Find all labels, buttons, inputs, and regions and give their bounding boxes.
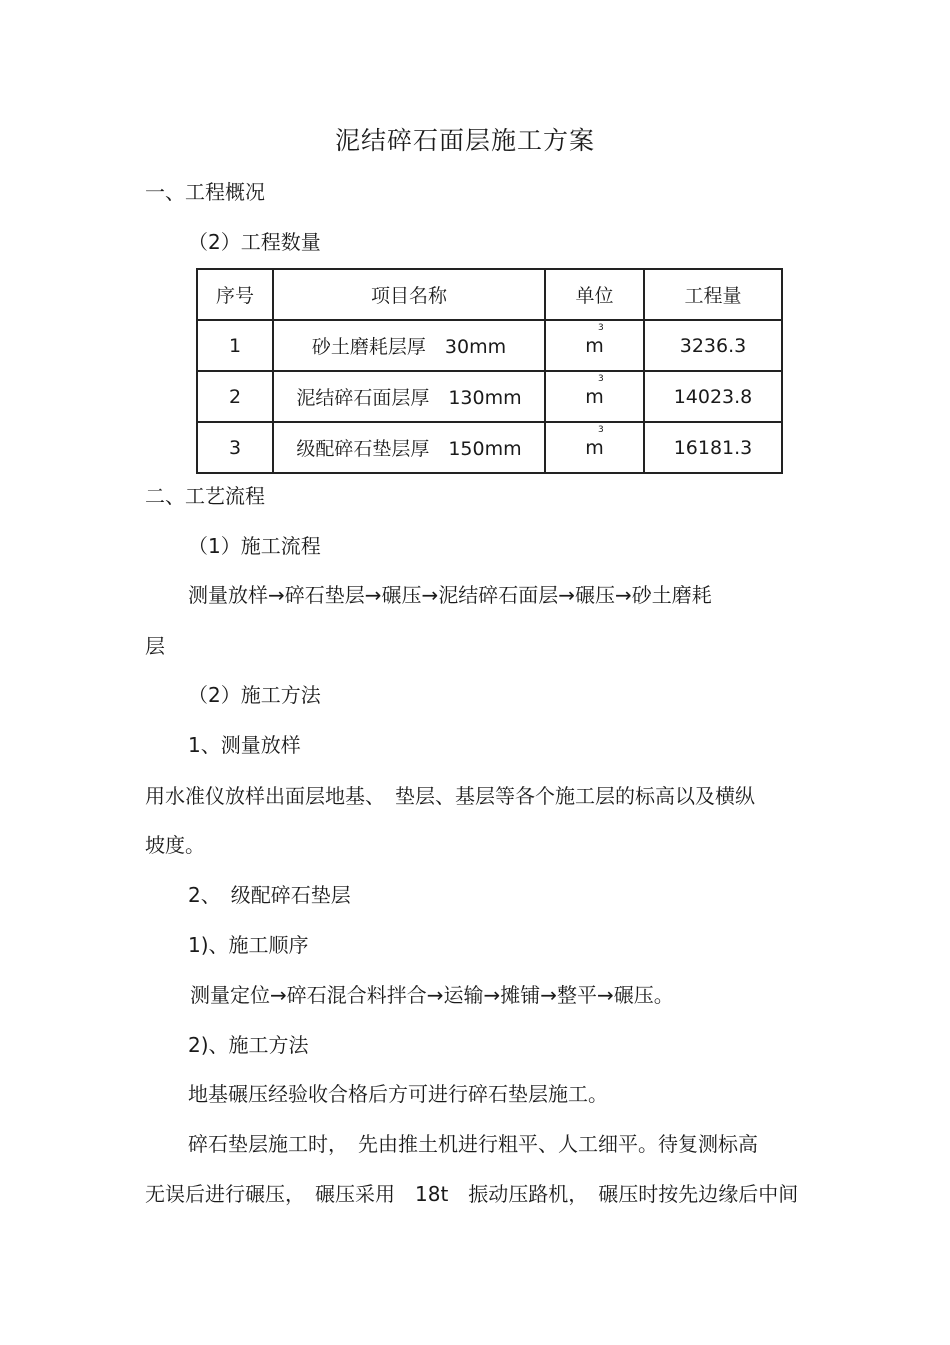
table-cell-unit — [545, 320, 644, 371]
unit-base: m — [585, 385, 604, 408]
section-2-subheading-1: （1）施工流程 — [188, 534, 321, 558]
section-2-heading: 二、工艺流程 — [145, 484, 265, 508]
section-2-subheading-2: （2）施工方法 — [188, 683, 321, 707]
unit-label — [585, 322, 604, 357]
table-header-row — [197, 269, 782, 320]
table-cell-qty: 14023.8 — [644, 371, 782, 422]
table-header-cell: 项目名称 — [273, 269, 545, 320]
table-cell-qty: 3236.3 — [644, 320, 782, 371]
table-row — [197, 371, 782, 422]
table-cell-qty: 16181.3 — [644, 422, 782, 473]
table-cell-no: 3 — [197, 422, 273, 473]
unit-superscript: 3 — [598, 322, 604, 333]
item-2-heading: 2、 级配碎石垫层 — [188, 883, 351, 907]
item-2-sub-1-text: 测量定位→碎石混合料拌合→运输→摊铺→整平→碾压。 — [190, 983, 674, 1007]
table-row — [197, 422, 782, 473]
item-1-heading: 1、测量放样 — [188, 733, 301, 757]
item-2-sub-1-heading: 1)、施工顺序 — [188, 933, 309, 957]
table-cell-unit — [545, 371, 644, 422]
unit-label — [585, 373, 604, 408]
section-1-subheading: （2）工程数量 — [188, 230, 321, 254]
unit-label — [585, 424, 604, 459]
item-1-text-line-1: 用水准仪放样出面层地基、 垫层、基层等各个施工层的标高以及横纵 — [145, 784, 755, 808]
table-header-cell: 单位 — [545, 269, 644, 320]
item-1-text-line-2: 坡度。 — [145, 833, 205, 857]
item-2-sub-2-heading: 2)、施工方法 — [188, 1033, 309, 1057]
table-row — [197, 320, 782, 371]
table-cell-no: 2 — [197, 371, 273, 422]
table-header-cell: 工程量 — [644, 269, 782, 320]
section-1-heading: 一、工程概况 — [145, 180, 265, 204]
item-2-sub-2-text-1: 地基碾压经验收合格后方可进行碎石垫层施工。 — [188, 1082, 608, 1106]
unit-base: m — [585, 334, 604, 357]
document-title: 泥结碎石面层施工方案 — [334, 126, 595, 155]
table-cell-no: 1 — [197, 320, 273, 371]
table-cell-name: 级配碎石垫层厚 150mm — [273, 422, 545, 473]
item-2-sub-2-text-2-line-2: 无误后进行碾压， 碾压采用 18t 振动压路机， 碾压时按先边缘后中间 — [145, 1182, 799, 1206]
quantity-table — [196, 268, 783, 474]
table-cell-name: 砂土磨耗层厚 30mm — [273, 320, 545, 371]
flow-text-line-1: 测量放样→碎石垫层→碾压→泥结碎石面层→碾压→砂土磨耗 — [188, 583, 712, 607]
unit-base: m — [585, 436, 604, 459]
unit-superscript: 3 — [598, 373, 604, 384]
flow-text-line-2: 层 — [145, 634, 165, 658]
table-cell-unit — [545, 422, 644, 473]
table-cell-name: 泥结碎石面层厚 130mm — [273, 371, 545, 422]
table-header-cell: 序号 — [197, 269, 273, 320]
item-2-sub-2-text-2-line-1: 碎石垫层施工时， 先由推土机进行粗平、人工细平。待复测标高 — [188, 1132, 758, 1156]
unit-superscript: 3 — [598, 424, 604, 435]
